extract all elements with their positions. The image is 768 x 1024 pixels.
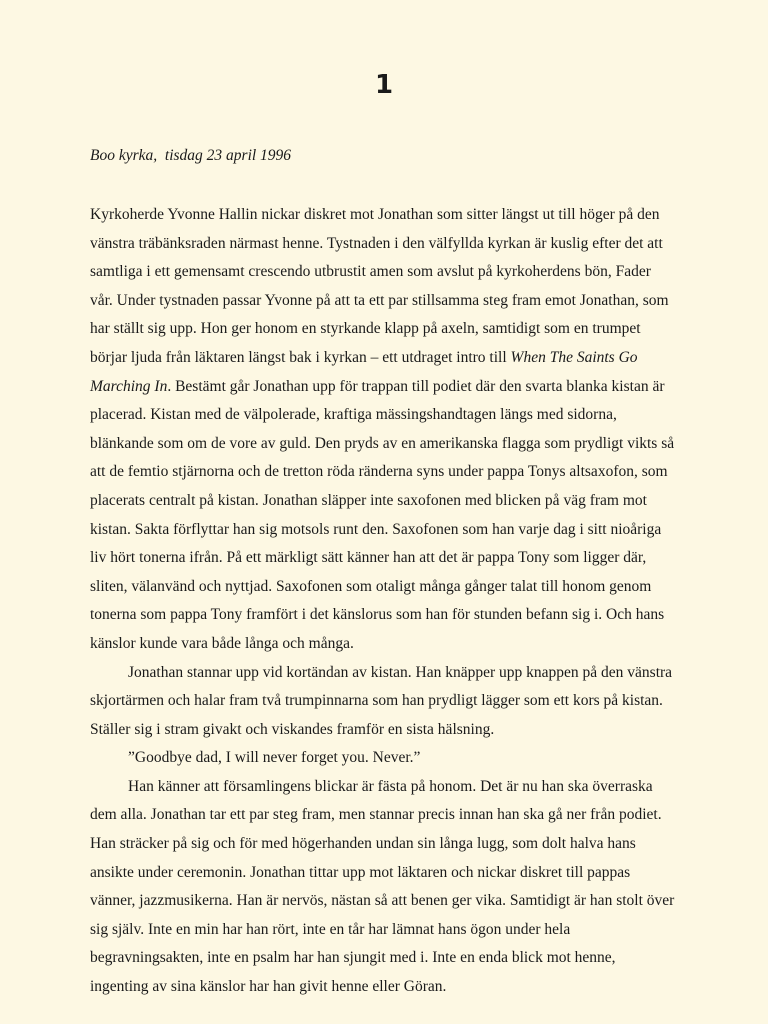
text-line: Kyrkoherde Yvonne Hallin nickar diskret mot Jonathan som sitter längst ut till höger på den <box>90 206 660 223</box>
text-line: har ställt sig upp. Hon ger honom en styrkande klapp på axeln, samtidigt som en trumpet <box>90 320 641 338</box>
text-line: Han sträcker på sig och för med högerhanden undan sin långa lugg, som dolt halva hans <box>90 835 636 853</box>
text-line: begravningsakten, inte en psalm har han sjungit med i. Inte en enda blick mot henne, <box>90 949 616 967</box>
text-line: sliten, välanvänd och nyttjad. Saxofonen som otaligt många gånger talat till honom genom <box>90 577 652 595</box>
text-line: att de femtio stjärnorna och de tretton röda ränderna syns under pappa Tonys altsaxofon, som <box>90 463 668 481</box>
song-title: When The Saints Go <box>510 348 638 366</box>
text-line: Jonathan stannar upp vid kortändan av kistan. Han knäpper upp knappen på den vänstra <box>128 663 673 681</box>
text-line: ingenting av sina känslor har han givit henne eller Göran. <box>90 978 447 996</box>
text-line: Han känner att församlingens blickar är fästa på honom. Det är nu han ska överraska <box>128 777 653 795</box>
paragraph-4 <box>90 773 720 1002</box>
text-segment: börjar ljuda från läktaren längst bak i kyrkan – ett utdraget intro till <box>90 348 511 366</box>
text-line <box>90 373 720 402</box>
text-line: sig själv. Inte en min har han rört, inte en tår har lämnat hans ögon under hela <box>90 920 571 938</box>
paragraph-2 <box>90 659 720 745</box>
text-line: ansikte under ceremonin. Jonathan tittar upp mot läktaren och nickar diskret till pappas <box>90 863 631 881</box>
song-title: Marching In <box>90 377 168 395</box>
text-line: Ställer sig i stram givakt och viskandes framför en sista hälsning. <box>90 720 495 738</box>
text-line: känslor kunde vara både långa och många. <box>90 634 354 652</box>
paragraph-1 <box>90 201 720 659</box>
text-line: vänstra träbänksraden närmast henne. Tystnaden i den välfyllda kyrkan är kuslig efter det att <box>90 234 663 252</box>
text-line: liv hört tonerna ifrån. På ett märkligt sätt känner han att det är pappa Tony som ligger där, <box>90 549 647 567</box>
dateline: Boo kyrka, tisdag 23 april 1996 <box>90 147 292 164</box>
text-line: kistan. Sakta förflyttar han sig motsols runt den. Saxofonen som han varje dag i sitt nioåriga <box>90 520 662 538</box>
text-line: samtliga i ett gemensamt crescendo utbrustit amen som avslut på kyrkoherdens bön, Fader <box>90 263 651 281</box>
text-segment: . Bestämt går Jonathan upp för trappan till podiet där den svarta blanka kistan är <box>167 377 665 395</box>
text-line: dem alla. Jonathan tar ett par steg fram, men stannar precis innan han ska gå ner från podiet. <box>90 806 662 824</box>
chapter-number: 1 <box>374 70 394 100</box>
text-line: tonerna som pappa Tony framfört i det känslorus som han för stunden befann sig i. Och hans <box>90 606 665 624</box>
text-line: placerad. Kistan med de välpolerade, kraftiga mässingshandtagen längs med sidorna, <box>90 406 617 424</box>
text-line: vår. Under tystnaden passar Yvonne på att ta ett par stillsamma steg fram emot Jonathan, som <box>90 291 669 309</box>
text-line: ”Goodbye dad, I will never forget you. Never.” <box>128 749 421 767</box>
text-line: skjortärmen och halar fram två trumpinnarna som han prydligt lägger som ett kors på kistan. <box>90 692 663 710</box>
text-line: blänkande som om de vore av guld. Den pryds av en amerikanska flagga som prydligt vikts så <box>90 434 675 452</box>
paragraph-3 <box>90 744 720 773</box>
body-text <box>90 201 720 1002</box>
text-line: placerats centralt på kistan. Jonathan släpper inte saxofonen med blicken på väg fram mot <box>90 491 647 509</box>
text-line <box>90 344 720 373</box>
text-line: vänner, jazzmusikerna. Han är nervös, nästan så att benen ger vika. Samtidigt är han stolt över <box>90 892 675 910</box>
